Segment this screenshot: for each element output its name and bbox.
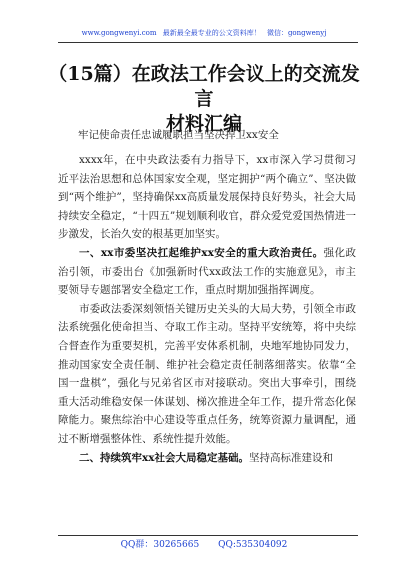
page-footer xyxy=(0,539,408,551)
header-divider xyxy=(58,42,358,43)
document-subtitle: 牢记使命责任忠诚履职担当坚决捍卫xx安全 xyxy=(78,129,279,141)
paragraph-text: xxxx年，在中央政法委有力指导下，xx市深入学习贯彻习近平法治思想和总体国家安全观，坚定拥护“两个确立”、坚决做到“两个维护”，坚持确保xx高质量发展保持良好势头，社会大局持续安全稳定，“十四五”规划顺利收官，群众爱党爱国热情进一步激发，长治久安的根基更加坚实。 xyxy=(58,154,356,241)
footer-divider xyxy=(58,535,358,536)
paragraph-text: 强化政治引领，市委出台《加强新时代xx政法工作的实施意见》，市主要领导专题部署安全稳定工作，重点时期加强指挥调度。 xyxy=(58,246,356,297)
paragraph-text: 市委政法委深刻领悟关键历史关头的大局大势，引领全市政法系统强化使命担当、夺取工作主动。坚持平安统筹，将中央综合督查作为重要契机，完善平安体系机制，央地军地协同发力，推动国家安全责任制、维护社会稳定责任制落细落实。依靠“全国一盘棋”，强化与兄弟省区市对接联动。突出大事牵引，围绕重大活动维稳安保一体谋划、梯次推进全年工作，提升常态化保障能力。聚焦综治中心建设等重点任务，统筹资源力量调配，通过不断增强整体性、系统性提升效能。 xyxy=(58,302,356,445)
document-title xyxy=(40,62,368,137)
website-link[interactable]: www.gongwenyi.com xyxy=(81,29,157,37)
paragraph xyxy=(58,151,356,244)
footer-qq-group: QQ群：30265665 xyxy=(120,540,200,550)
paragraph xyxy=(58,244,356,300)
title-line-1: （15篇）在政法工作会议上的交流发言 xyxy=(48,63,360,110)
header-slogan: 最新最全最专业的公文资料库！ xyxy=(162,29,261,37)
document-body xyxy=(58,151,356,467)
page-header xyxy=(0,28,408,38)
section-heading: 一、xx市委坚决扛起维护xx安全的重大政治责任。 xyxy=(79,246,324,259)
paragraph xyxy=(58,300,356,449)
paragraph-text: 坚持高标准建设和 xyxy=(249,451,334,464)
footer-qq-contact: QQ:535304092 xyxy=(218,540,288,550)
section-heading: 二、持续筑牢xx社会大局稳定基础。 xyxy=(79,451,250,464)
header-wechat: 微信：gongwenyj xyxy=(266,29,327,37)
paragraph xyxy=(58,449,356,468)
title-line-2: 材料汇编 xyxy=(165,113,242,135)
